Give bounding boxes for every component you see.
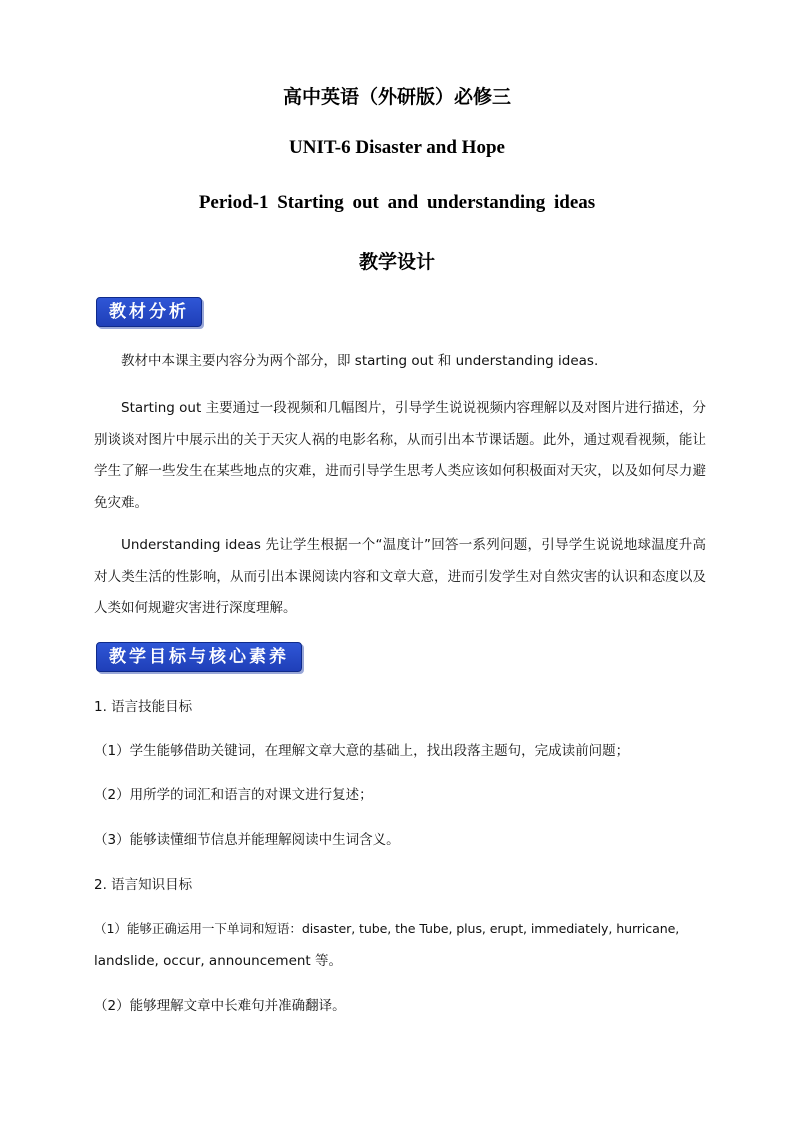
- document-type-title: 教学设计: [358, 252, 435, 273]
- period-title: Period-1 Starting out and understanding ideas: [198, 192, 596, 213]
- objective-item-continuation: landslide, occur, announcement 等。: [94, 953, 343, 969]
- analysis-paragraph-3: Understanding ideas 先让学生根据一个“温度计”回答一系列问题，引导学生说说地球温度升高对人类生活的性影响，从而引出本课阅读内容和文章大意，进而引发学生对自然灾害的认识和态度以及人类如何规避灾害进行深度理解。: [94, 537, 706, 616]
- section-badge-teaching-objectives: 教学目标与核心素养: [96, 642, 302, 672]
- analysis-paragraph-1: 教材中本课主要内容分为两个部分，即 starting out 和 understanding ideas.: [121, 353, 599, 369]
- objective-heading-language-knowledge: 2. 语言知识目标: [94, 877, 193, 893]
- objective-item: （2）用所学的词汇和语言的对课文进行复述；: [94, 787, 373, 803]
- objective-heading-language-skills: 1. 语言技能目标: [94, 699, 193, 715]
- section-badge-textbook-analysis: 教材分析: [96, 297, 202, 327]
- objective-item: （1）学生能够借助关键词，在理解文章大意的基础上，找出段落主题句，完成读前问题；: [94, 743, 630, 759]
- analysis-paragraph-2: Starting out 主要通过一段视频和几幅图片，引导学生说说视频内容理解以及对图片进行描述，分别谈谈对图片中展示出的关于天灾人祸的电影名称，从而引出本节课话题。此外，通过观看视频，能让学生了解一些发生在某些地点的灾难，进而引导学生思考人类应该如何积极面对天灾，以及如何尽力避免灾难。: [94, 400, 706, 511]
- objective-item: （2）能够理解文章中长难句并准确翻译。: [94, 998, 346, 1014]
- course-title: 高中英语（外研版）必修三: [282, 87, 511, 108]
- objective-item: （3）能够读懂细节信息并能理解阅读中生词含义。: [94, 832, 400, 848]
- unit-title: UNIT-6 Disaster and Hope: [289, 137, 505, 158]
- objective-item: （1）能够正确运用一下单词和短语：disaster, tube, the Tube, plus, erupt, immediately, hurricane,: [94, 921, 680, 936]
